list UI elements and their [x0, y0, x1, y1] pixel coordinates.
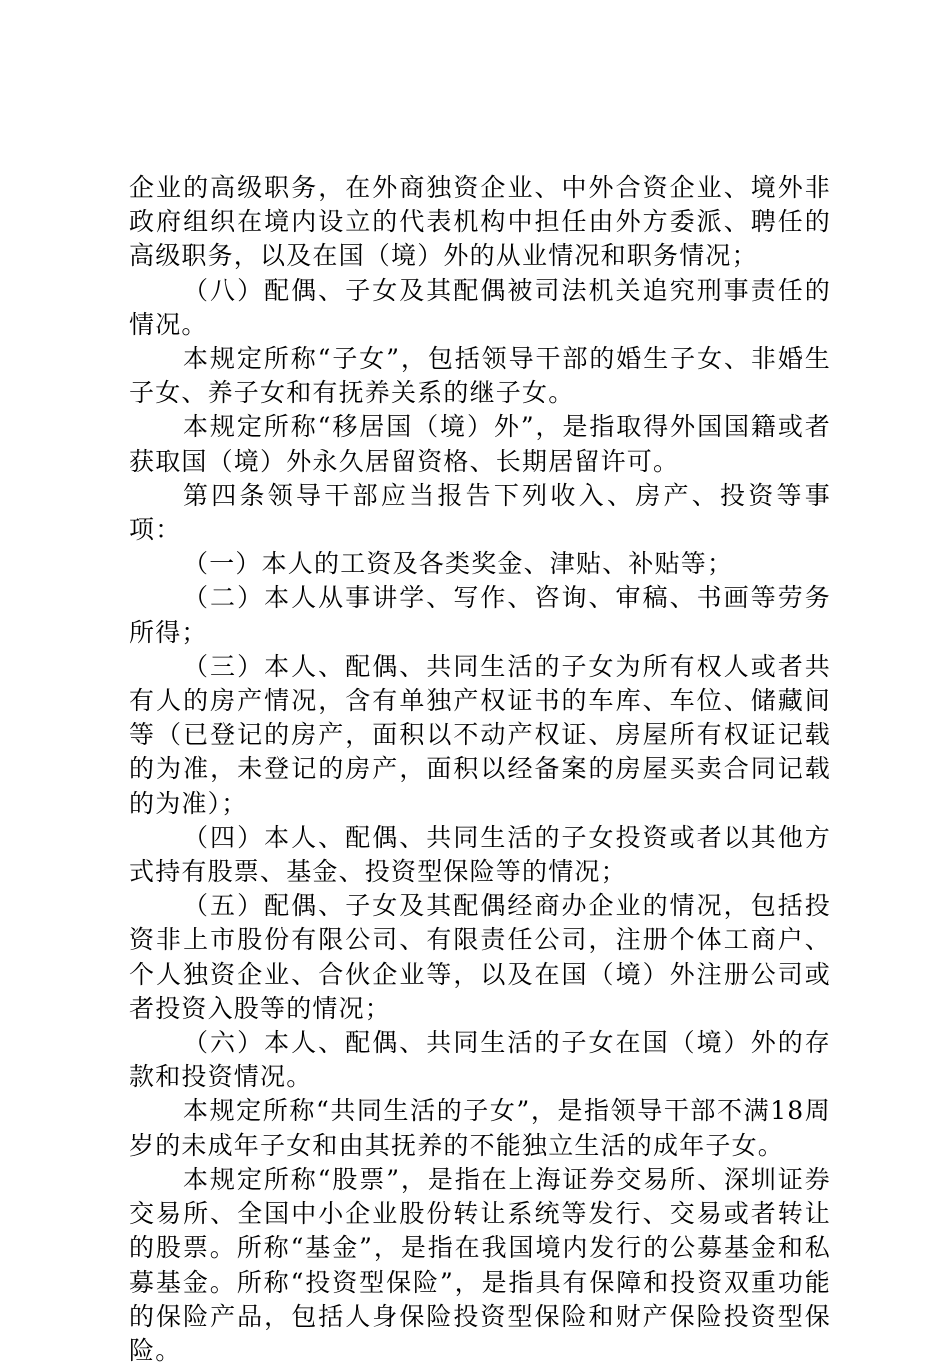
paragraph: （五）配偶、子女及其配偶经商办企业的情况，包括投资非上市股份有限公司、有限责任公司，注册个体工商户、个人独资企业、合伙企业等，以及在国（境）外注册公司或者投资入股等的情况；	[129, 891, 831, 1023]
paragraph: （一）本人的工资及各类奖金、津贴、补贴等；	[183, 549, 734, 579]
paragraph: （六）本人、配偶、共同生活的子女在国（境）外的存款和投资情况。	[129, 1028, 831, 1092]
paragraph: 本规定所称“股票”，是指在上海证券交易所、深圳证券交易所、全国中小企业股份转让系统等发行、交易或者转让的股票。所称“基金”，是指在我国境内发行的公募基金和私募基金。所称“投资型保险”，是指具有保障和投资双重功能的保险产品，包括人身保险投资型保险和财产保险投资型保险。	[129, 1164, 831, 1365]
document-body	[129, 171, 831, 1368]
paragraph: （八）配偶、子女及其配偶被司法机关追究刑事责任的情况。	[129, 275, 831, 339]
paragraph: 第四条领导干部应当报告下列收入、房产、投资等事项：	[129, 480, 831, 545]
paragraph: 本规定所称“共同生活的子女”，是指领导干部不满18周岁的未成年子女和由其抚养的不能独立生活的成年子女。	[129, 1096, 831, 1160]
paragraph: （四）本人、配偶、共同生活的子女投资或者以其他方式持有股票、基金、投资型保险等的情况；	[129, 822, 831, 887]
paragraph: （二）本人从事讲学、写作、咨询、审稿、书画等劳务所得；	[129, 583, 831, 647]
paragraph: 本规定所称“子女”，包括领导干部的婚生子女、非婚生子女、养子女和有抚养关系的继子女。	[129, 344, 831, 408]
paragraph: 企业的高级职务，在外商独资企业、中外合资企业、境外非政府组织在境内设立的代表机构中担任由外方委派、聘任的高级职务，以及在国（境）外的从业情况和职务情况；	[129, 173, 831, 271]
paragraph: 本规定所称“移居国（境）外”，是指取得外国国籍或者获取国（境）外永久居留资格、长期居留许可。	[129, 412, 831, 476]
paragraph: （三）本人、配偶、共同生活的子女为所有权人或者共有人的房产情况，含有单独产权证书的车库、车位、储藏间等（已登记的房产，面积以不动产权证、房屋所有权证记载的为准，未登记的房产，面积以经备案的房屋买卖合同记载的为准）；	[129, 651, 831, 818]
